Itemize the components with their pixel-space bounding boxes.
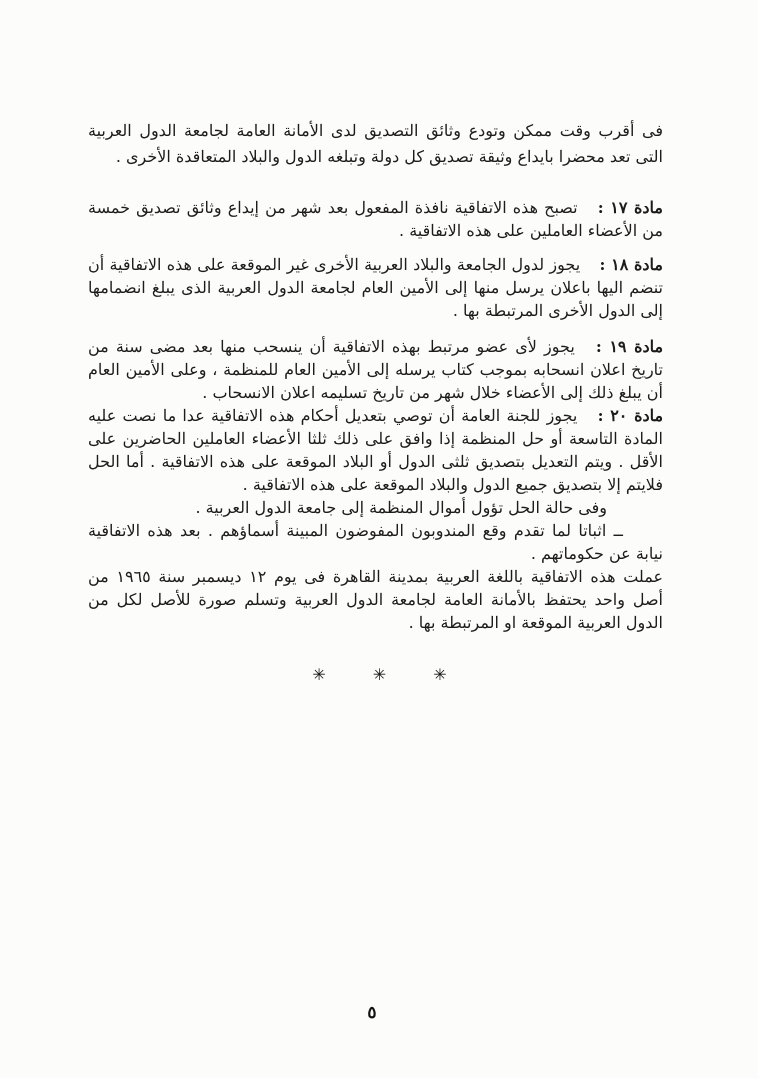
treaty-text-block — [88, 118, 663, 683]
article-19-label: مادة ١٩ : — [595, 337, 664, 356]
paragraph-witness-clause: ــ اثباتا لما تقدم وقع المندوبون المفوضون المبينة أسماؤهم . بعد هذه الاتفاقية نيابة عن حكوماتهم . — [88, 521, 663, 563]
article-20 — [88, 404, 663, 496]
paragraph-dissolution-clause: وفى حالة الحل تؤول أموال المنظمة إلى جامعة الدول العربية . — [195, 498, 607, 517]
article-18-text: يجوز لدول الجامعة والبلاد العربية الأخرى غير الموقعة على هذه الاتفاقية أن تنضم اليها باعلان يرسل منها إلى الأمين العام لجامعة الدول العربية الذى يبلغ انضمامها إلى الدول الأخرى المرتبطة بها . — [88, 255, 663, 320]
article-18 — [88, 253, 663, 322]
paragraph-ratification-continuation: فى أقرب وقت ممكن وتودع وثائق التصديق لدى الأمانة العامة لجامعة الدول العربية التى تعد محضرا بايداع وثيقة تصديق كل دولة وتبلغه الدول والبلاد المتعاقدة الأخرى . — [88, 121, 663, 166]
article-20-text: يجوز للجنة العامة أن توصي بتعديل أحكام هذه الاتفاقية عدا ما نصت عليه المادة التاسعة أو حل المنظمة إذا وافق على ذلك ثلثا الأعضاء العاملين الحاضرين على الأقل . ويتم التعديل بتصديق ثلثى الدول أو البلاد الموقعة على هذه الاتفاقية . أما الحل فلايتم إلا بتصديق جميع الدول والبلاد الموقعة على هذه الاتفاقية . — [88, 406, 663, 494]
paragraph-execution-clause: عملت هذه الاتفاقية باللغة العربية بمدينة القاهرة فى يوم ١٢ ديسمبر سنة ١٩٦٥ من أصل واحد يحتفظ بالأمانة العامة لجامعة الدول العربية وتسلم صورة للأصل لكل من الدول العربية الموقعة او المرتبطة بها . — [88, 567, 664, 632]
article-19-text: يجوز لأى عضو مرتبط بهذه الاتفاقية أن ينسحب منها بعد مضى سنة من تاريخ اعلان انسحابه بموجب كتاب يرسله إلى الأمين العام للمنظمة ، وعلى الأمين العام أن يبلغ ذلك إلى الأعضاء خلال شهر من تاريخ تسليمه اعلان الانسحاب . — [88, 337, 663, 402]
asterisk-icon: ✳ — [312, 665, 326, 684]
asterisk-separator — [92, 667, 667, 683]
article-17-text: تصبح هذه الاتفاقية نافذة المفعول بعد شهر من إيداع وثائق تصديق خمسة من الأعضاء العاملين على هذه الاتفاقية . — [88, 198, 663, 240]
article-18-label: مادة ١٨ : — [599, 255, 663, 274]
article-17 — [88, 196, 663, 242]
article-19 — [88, 335, 663, 404]
article-17-label: مادة ١٧ : — [597, 198, 664, 217]
page-number: ٥ — [367, 1003, 377, 1023]
asterisk-icon: ✳ — [433, 665, 447, 684]
article-20-label: مادة ٢٠ : — [597, 406, 664, 425]
asterisk-icon: ✳ — [372, 665, 387, 684]
